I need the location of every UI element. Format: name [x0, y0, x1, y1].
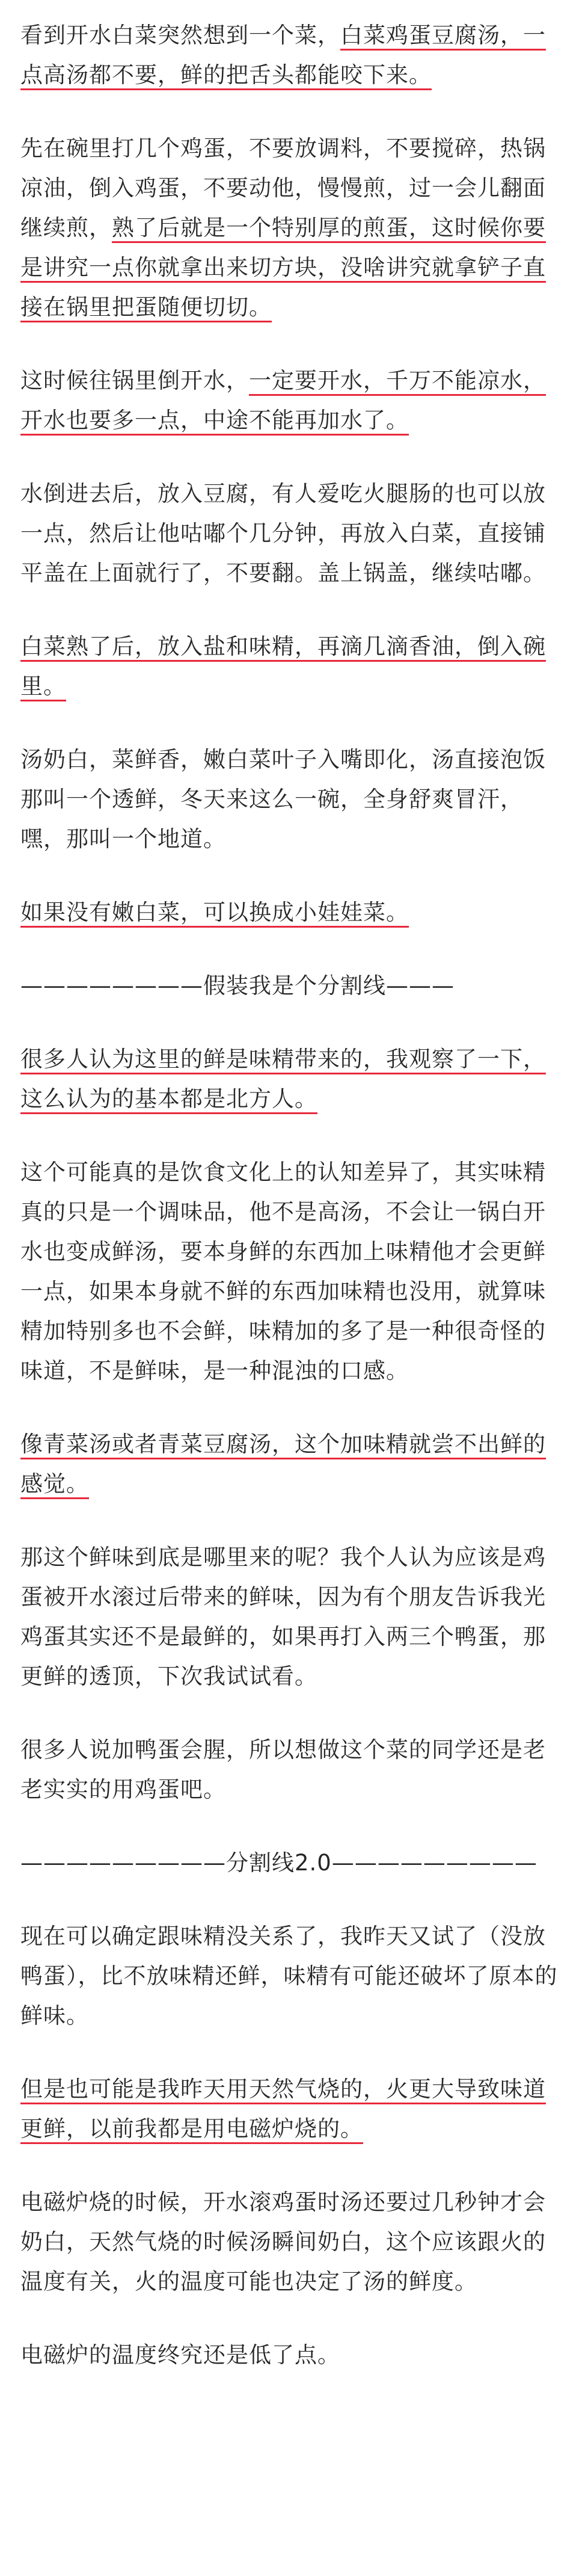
paragraph: [20, 361, 568, 440]
paragraph: [20, 1730, 568, 1810]
paragraph: [20, 627, 568, 706]
text-segment: 电磁炉的温度终究还是低了点。: [20, 2342, 340, 2368]
article-section-2: [20, 1040, 568, 1810]
paragraph: [20, 740, 568, 859]
paragraph: [20, 1538, 568, 1696]
paragraph: [20, 1153, 568, 1391]
highlighted-text: 白菜熟了后，放入盐和味精，再滴几滴香油，倒入碗里。: [20, 633, 546, 699]
text-segment: 看到开水白菜突然想到一个菜，: [20, 22, 340, 48]
paragraph: [20, 2335, 568, 2375]
highlighted-text: 但是也可能是我昨天用天然气烧的，火更大导致味道更鲜，以前我都是用电磁炉烧的。: [20, 2076, 546, 2142]
text-segment: 这个可能真的是饮食文化上的认知差异了，其实味精真的只是一个调味品，他不是高汤，不会让一锅白开水也变成鲜汤，要本身鲜的东西加上味精他才会更鲜一点，如果本身就不鲜的东西加味精也没用，就算味精加特别多也不会鲜，味精加的多了是一种很奇怪的味道，不是鲜味，是一种混浊的口感。: [20, 1159, 546, 1384]
paragraph: [20, 2183, 568, 2302]
paragraph: [20, 129, 568, 327]
text-segment: 很多人说加鸭蛋会腥，所以想做这个菜的同学还是老老实实的用鸡蛋吧。: [20, 1737, 546, 1802]
text-segment: 那这个鲜味到底是哪里来的呢？我个人认为应该是鸡蛋被开水滚过后带来的鲜味，因为有个朋友告诉我光鸡蛋其实还不是最鲜的，如果再打入两三个鸭蛋，那更鲜的透顶，下次我试试看。: [20, 1544, 546, 1689]
highlighted-text: 熟了后就是一个特别厚的煎蛋，这时候你要是讲究一点你就拿出来切方块，没啥讲究就拿铲子直接在锅里把蛋随便切切。: [20, 215, 546, 320]
paragraph: [20, 1040, 568, 1119]
article-section-3: [20, 1917, 568, 2375]
text-segment: 这时候往锅里倒开水，: [20, 368, 249, 393]
text-segment: 电磁炉烧的时候，开水滚鸡蛋时汤还要过几秒钟才会奶白，天然气烧的时候汤瞬间奶白，这个应该跟火的温度有关，火的温度可能也决定了汤的鲜度。: [20, 2189, 546, 2294]
paragraph: [20, 893, 568, 932]
paragraph: [20, 2069, 568, 2149]
highlighted-text: 如果没有嫩白菜，可以换成小娃娃菜。: [20, 899, 409, 925]
text-segment: 汤奶白，菜鲜香，嫩白菜叶子入嘴即化，汤直接泡饭那叫一个透鲜，冬天来这么一碗，全身舒爽冒汗，嘿，那叫一个地道。: [20, 747, 546, 852]
divider-line: ————————假装我是个分割线———: [20, 973, 455, 999]
highlighted-text: 白菜鸡蛋豆腐汤，一点高汤都不要，鲜的把舌头都能咬下来。: [20, 22, 546, 88]
article-section-1: [20, 16, 568, 932]
paragraph: [20, 16, 568, 95]
paragraph: [20, 474, 568, 593]
highlighted-text: 很多人认为这里的鲜是味精带来的，我观察了一下，这么认为的基本都是北方人。: [20, 1046, 546, 1112]
text-segment: 先在碗里打几个鸡蛋，不要放调料，不要搅碎，热锅凉油，倒入鸡蛋，不要动他，慢慢煎，过一会儿翻面继续煎，: [20, 135, 546, 241]
highlighted-text: 像青菜汤或者青菜豆腐汤，这个加味精就尝不出鲜的感觉。: [20, 1431, 546, 1497]
text-segment: 现在可以确定跟味精没关系了，我昨天又试了（没放鸭蛋），比不放味精还鲜，味精有可能还破坏了原本的鲜味。: [20, 1923, 558, 2029]
text-segment: 水倒进去后，放入豆腐，有人爱吃火腿肠的也可以放一点，然后让他咕嘟个几分钟，再放入白菜，直接铺平盖在上面就行了，不要翻。盖上锅盖，继续咕嘟。: [20, 481, 546, 586]
paragraph: [20, 1917, 568, 2036]
highlighted-text: 一定要开水，千万不能凉水，开水也要多一点，中途不能再加水了。: [20, 368, 546, 433]
divider-line-2: —————————分割线2.0—————————: [20, 1850, 537, 1876]
paragraph: [20, 1425, 568, 1504]
